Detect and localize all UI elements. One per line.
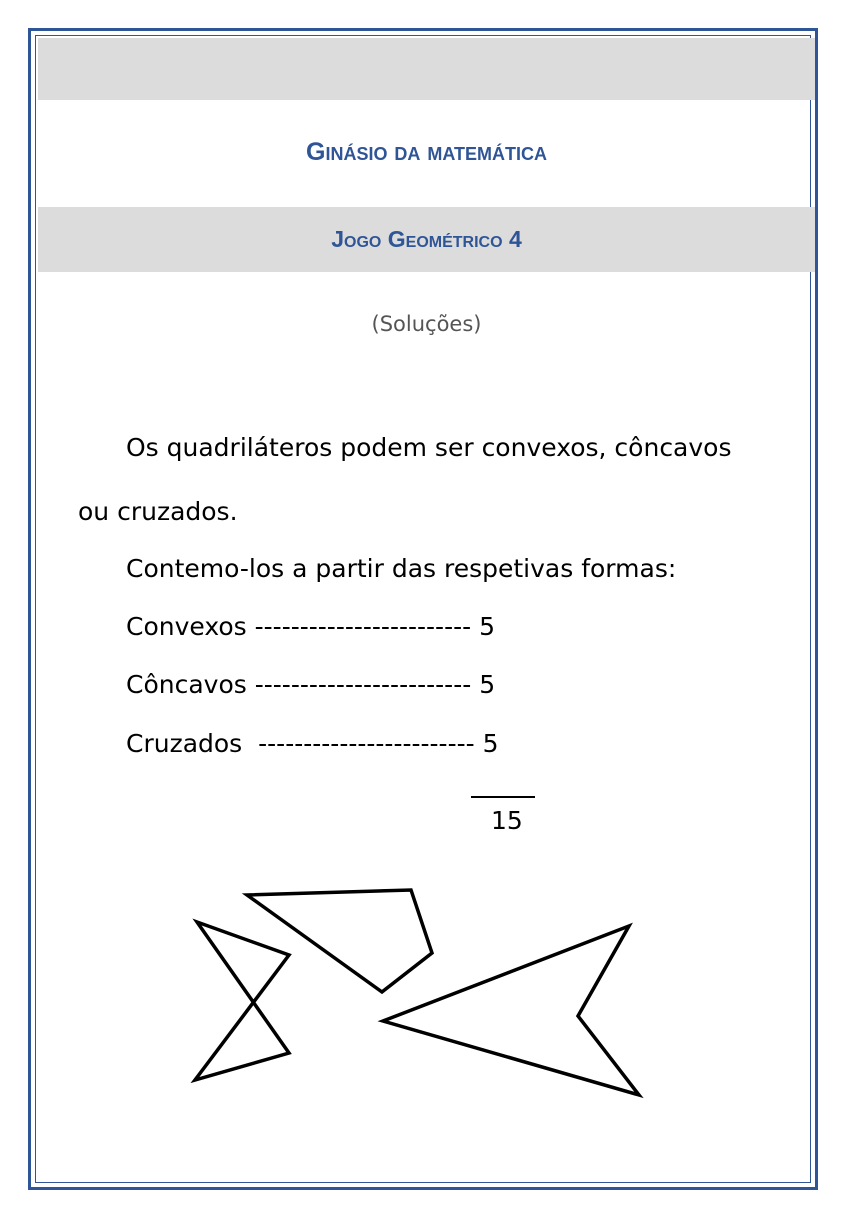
row-label: Cruzados <box>126 729 251 758</box>
intro-paragraph-line2: ou cruzados. <box>78 497 238 526</box>
page-title: Ginásio da matemática <box>306 138 547 166</box>
row-dashes: ------------------------ <box>258 729 475 758</box>
count-intro: Contemo-los a partir das respetivas formas: <box>126 554 677 583</box>
row-value: 5 <box>479 612 496 641</box>
intro-paragraph-line1: Os quadriláteros podem ser convexos, côncavos <box>126 433 732 462</box>
page-subtitle: Jogo Geométrico 4 <box>331 226 522 252</box>
row-value: 5 <box>479 670 496 699</box>
row-dashes: ------------------------ <box>254 670 472 699</box>
concave-quadrilateral-shape <box>383 926 639 1095</box>
sum-total: 15 <box>491 806 523 835</box>
crossed-quadrilateral-shape <box>195 922 289 1080</box>
row-value: 5 <box>482 729 499 758</box>
row-dashes: ------------------------ <box>254 612 472 641</box>
row-label: Côncavos <box>126 670 247 699</box>
row-label: Convexos <box>126 612 247 641</box>
solutions-note: (Soluções) <box>371 312 482 336</box>
